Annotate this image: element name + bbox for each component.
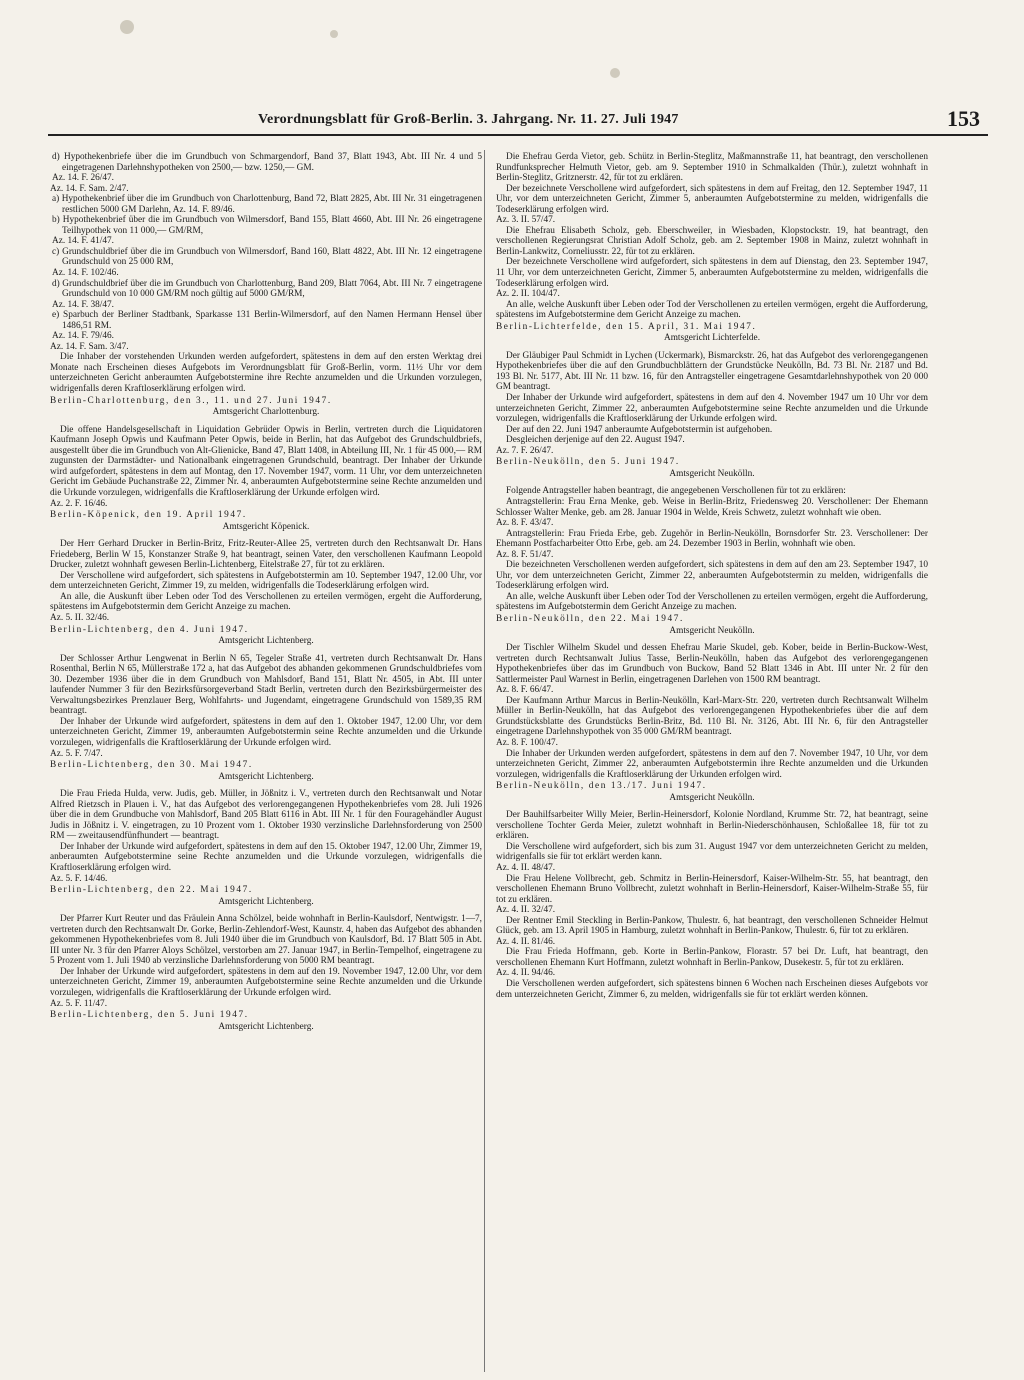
court-name: Amtsgericht Charlottenburg. [212, 407, 320, 418]
paragraph: Der Bauhilfsarbeiter Willy Meier, Berlin-Heinersdorf, Kolonie Nordland, Krumme Str. 72, hat beantragt, seine verschollene Tochter Gerda Meier, zuletzt wohnhaft in Berlin-Niederschönhausen, Schloßallee 18, für tot zu erklären. [496, 810, 928, 842]
file-reference: Az. 2. F. 16/46. [50, 498, 108, 509]
paragraph: Die offene Handelsgesellschaft in Liquidation Gebrüder Opwis in Berlin, vertreten durch die Liquidatoren Kaufmann Joseph Opwis und Kaufmann Peter Opwis, beide in Berlin, hat das Aufgebot des Grundschuldbriefs, ausgestellt über die im Grundbuch von Alt-Glienicke, Band 47, Blatt 1408, in Abteilung III, Nr. 1 für 45 000,— RM zugunsten der Darmstädter- und Nationalbank eingetragenen Grundschuld, beantragt. Der Inhaber der Urkunde wird aufgefordert, spätestens in dem auf Montag, den 17. November 1947, vorm. 11 Uhr, vor dem unterzeichneten Gericht im Gebäude Puchanstraße 22, Zimmer Nr. 4, anberaumten Aufgebotstermine seine Rechte anzumelden und die Urkunde vorzulegen, widrigenfalls die Kraftloserklärung der Urkunde erfolgen wird. [50, 424, 482, 498]
court-name: Amtsgericht Lichtenberg. [218, 771, 314, 782]
paper-stain [330, 30, 338, 38]
place-date-line: Berlin-Lichterfelde, den 15. April, 31. Mai 1947. [496, 321, 757, 332]
paragraph: Der Inhaber der Urkunde wird aufgefordert, spätestens in dem auf den 15. Oktober 1947, 12.00 Uhr, Zimmer 19, anberaumten Aufgebotstermine seine Rechte anzumelden und die Urkunde vorzulegen, widrigenfalls die Kraftloserklärung erfolgen wird. [50, 841, 482, 873]
court-name: Amtsgericht Neukölln. [669, 468, 755, 479]
paragraph: Der Schlosser Arthur Lengwenat in Berlin N 65, Tegeler Straße 41, vertreten durch Rechtsanwalt Dr. Hans Rosenthal, Berlin N 65, Müllerstraße 172 a, hat das Aufgebot des abhanden gekommenen Grundschuldbriefes vom 30. Dezember 1936 über die in dem Grundbuch von Mahlsdorf, Band 151, Blatt Nr. 4505, in Abt. III unter laufender Nummer 3 für den Bezirksfürsorgeverband Stadt Berlin, vertreten durch den Bezirksbürgermeister des Verwaltungsbezirkes Prenzlauer Berg, Wohlfahrts- und Jugendamt, eingetragene Grundschuld von 1589,35 RM beantragt. [50, 653, 482, 717]
place-date-line: Berlin-Lichtenberg, den 5. Juni 1947. [50, 1010, 249, 1021]
paragraph: Die Inhaber der Urkunden werden aufgefordert, spätestens in dem auf den 7. November 1947, 10 Uhr, vor dem unterzeichneten Gericht, Zimmer 22, anberaumten Aufgebotstermin ihre Rechte anzumelden und die Urkunden vorzulegen, widrigenfalls die Kraftloserklärung der Urkunden erfolgen wird. [496, 748, 928, 780]
court-name: Amtsgericht Lichterfelde. [663, 333, 761, 344]
place-date-line: Berlin-Charlottenburg, den 3., 11. und 27. Juni 1947. [50, 395, 332, 406]
left-column [50, 152, 482, 1374]
paragraph: Der Kaufmann Arthur Marcus in Berlin-Neukölln, Karl-Marx-Str. 220, vertreten durch Rechtsanwalt Wilhelm Müller in Berlin-Neukölln, hat das Aufgebot des verlorengegangenen Hypothekenbriefes über die auf dem Grundstücksblatte des Grundstücks Berlin-Britz, Bd. 110 Bl. Nr. 3126, Abt. III Nr. 6, für den Antragsteller eingetragene Darlehnshypothek von 35 000 GM/RM beantragt. [496, 695, 928, 738]
list-entry: c) Grundschuldbrief über die im Grundbuch von Wilmersdorf, Band 160, Blatt 4822, Abt. III Nr. 12 eingetragene Grundschuld von 25 000 RM, [52, 246, 482, 268]
file-reference: Az. 8. F. 43/47. [496, 518, 554, 529]
court-name: Amtsgericht Köpenick. [222, 521, 310, 532]
list-entry: Az. 14. F. 102/46. [52, 268, 119, 279]
court-name: Amtsgericht Lichtenberg. [218, 896, 314, 907]
paragraph: An alle, welche Auskunft über Leben oder Tod der Verschollenen zu erteilen vermögen, ergeht die Aufforderung, spätestens im Aufgebotstermin dem Gericht Anzeige zu machen. [496, 591, 928, 613]
court-name: Amtsgericht Neukölln. [669, 792, 755, 803]
paragraph: Die Verschollene wird aufgefordert, sich bis zum 31. August 1947 vor dem unterzeichneten Gericht zu melden, widrigenfalls sie für tot erklärt werden kann. [496, 841, 928, 863]
paragraph: Die bezeichneten Verschollenen werden aufgefordert, sich spätestens in dem auf den am 23. September 1947, 10 Uhr, vor dem unterzeichneten Gericht, Zimmer 22, anberaumten Aufgebotstermin zu melden, widrigenfalls die Todeserklärung erfolgen wird. [496, 560, 928, 592]
place-date-line: Berlin-Lichtenberg, den 22. Mai 1947. [50, 885, 253, 896]
file-reference: Az. 14. F. Sam. 2/47. [50, 183, 129, 194]
file-reference: Az. 3. II. 57/47. [496, 215, 556, 226]
list-entry: Az. 14. F. 26/47. [52, 173, 115, 184]
list-entry: Az. 14. F. 79/46. [52, 331, 115, 342]
page-number: 153 [947, 106, 980, 131]
paragraph: Der Tischler Wilhelm Skudel und dessen Ehefrau Marie Skudel, geb. Kober, beide in Berlin-Buckow-West, vertreten durch Rechtsanwalt Julius Tasse, Berlin-Neukölln, haben das Aufgebot des verlorengegangenen Hypothekenbriefes über das im Grundbuch von Buckow, Band 52 Blatt 1346 in Abt. III unter Nr. 2 für den Sattlermeister Paul Warnest in Berlin, eingetragenen Darlehen von 1500 RM beantragt. [496, 643, 928, 685]
paragraph: Der Inhaber der Urkunde wird aufgefordert, spätestens in dem auf den 1. Oktober 1947, 12.00 Uhr, vor dem unterzeichneten Gericht, Zimmer 19, anberaumten Aufgebotstermin seine Rechte anzumelden und die Urkunde vorzulegen, widrigenfalls die Kraftloserklärung der Urkunde erfolgen wird. [50, 716, 482, 748]
file-reference: Az. 5. F. 7/47. [50, 748, 103, 759]
file-reference: Az. 8. F. 100/47. [496, 737, 559, 748]
paragraph: Der bezeichnete Verschollene wird aufgefordert, sich spätestens in dem auf Freitag, den 12. September 1947, 11 Uhr, vor dem unterzeichneten Gericht, Zimmer 5, anberaumten Aufgebotstermine zu melden, widrigenfalls die Todeserklärung erfolgen wird. [496, 183, 928, 215]
paper-stain [610, 68, 620, 78]
column-divider [484, 150, 485, 1372]
paragraph: An alle, welche Auskunft über Leben oder Tod der Verschollenen zu erteilen vermögen, ergeht die Aufforderung, spätestens im Aufgebotstermine dem Gericht Anzeige zu machen. [496, 299, 928, 321]
list-entry: Az. 14. F. 38/47. [52, 299, 115, 310]
file-reference: Az. 14. F. Sam. 3/47. [50, 341, 129, 352]
file-reference: Az. 5. F. 14/46. [50, 873, 108, 884]
file-reference: Az. 8. F. 66/47. [496, 685, 554, 696]
court-name: Amtsgericht Lichtenberg. [218, 636, 314, 647]
file-reference: Az. 8. F. 51/47. [496, 549, 554, 560]
file-reference: Az. 5. II. 32/46. [50, 612, 110, 623]
file-reference: Az. 5. F. 11/47. [50, 998, 108, 1009]
paragraph: Folgende Antragsteller haben beantragt, die angegebenen Verschollenen für tot zu erklären: [506, 486, 846, 497]
place-date-line: Berlin-Lichtenberg, den 4. Juni 1947. [50, 624, 249, 635]
paragraph: Der Verschollene wird aufgefordert, sich spätestens in Aufgebotstermin am 10. September 1947, 12.00 Uhr, vor dem unterzeichneten Gericht, Zimmer 19, zu melden, widrigenfalls die Todeserklärung erfolgen wird. [50, 570, 482, 592]
list-entry: Az. 14. F. 41/47. [52, 236, 115, 247]
paragraph: Die Verschollenen werden aufgefordert, sich spätestens binnen 6 Wochen nach Erscheinen dieses Aufgebots vor dem unterzeichneten Gericht, Zimmer 6, zu melden, widrigenfalls sie für tot erklärt werden können. [496, 979, 928, 1000]
paragraph: Antragstellerin: Frau Erna Menke, geb. Weise in Berlin-Britz, Friedensweg 20. Verschollener: Der Ehemann Schlosser Walter Menke, geb. am 28. Januar 1904 in Welde, Kreis Schwetz, zuletzt wohnhaft wie oben. [496, 496, 928, 518]
paragraph: Der auf den 22. Juni 1947 anberaumte Aufgebotstermin ist aufgehoben. [506, 424, 773, 435]
paragraph: Der bezeichnete Verschollene wird aufgefordert, sich spätestens in dem auf Dienstag, den 23. September 1947, 11 Uhr, vor dem unterzeichneten Gericht, Zimmer 5, anberaumten Aufgebotstermine zu melden, widrigenfalls die Todeserklärung erfolgen wird. [496, 257, 928, 289]
court-name: Amtsgericht Lichtenberg. [218, 1021, 314, 1032]
paper-stain [120, 20, 134, 34]
paragraph: Der Inhaber der Urkunde wird aufgefordert, spätestens in dem auf den 19. November 1947, 12.00 Uhr, vor dem unterzeichneten Gericht, Zimmer 19, anberaumten Aufgebotstermine seine Rechte anzumelden und die Urkunde vorzulegen, widrigenfalls die Kraftloserklärung der Urkunde erfolgen wird. [50, 966, 482, 999]
paragraph: An alle, die Auskunft über Leben oder Tod des Verschollenen zu erteilen vermögen, ergeht die Aufforderung, spätestens im Aufgebotstermin dem Gericht Anzeige zu machen. [50, 591, 482, 613]
paragraph: Der Herr Gerhard Drucker in Berlin-Britz, Fritz-Reuter-Allee 25, vertreten durch den Rechtsanwalt Dr. Hans Friedeberg, Berlin W 15, Konstanzer Straße 9, hat beantragt, seinen Vater, den verschollenen Kaufmann Leopold Drucker, zuletzt wohnhaft gewesen Berlin-Lichtenberg, Eitelstraße 27, für tot zu erklären. [50, 539, 482, 571]
file-reference: Az. 4. II. 32/47. [496, 905, 556, 916]
court-name: Amtsgericht Neukölln. [669, 625, 755, 636]
file-reference: Az. 2. II. 104/47. [496, 289, 560, 300]
place-date-line: Berlin-Neukölln, den 22. Mai 1947. [496, 613, 684, 624]
paragraph: Die Frau Frieda Hulda, verw. Judis, geb. Müller, in Jößnitz i. V., vertreten durch den Rechtsanwalt und Notar Alfred Rietzsch in Plauen i. V., hat das Aufgebot des verlorengegangenen Hypothekenbriefes vom 28. Juli 1926 über die in dem Grundbuche von Mahlsdorf, Band 205 Blatt 6116 in Abt. III Nr. 1 für den Fouragehändler August Judis in Jößnitz i. V. eingetragen, zu 10 Prozent vom 1. Oktober 1930 verzinsliche Darlehnsforderung von 2500 RM — zweitausendfünfhundert — beantragt. [50, 789, 482, 842]
paragraph: Die Frau Helene Vollbrecht, geb. Schmitz in Berlin-Heinersdorf, Kaiser-Wilhelm-Str. 55, hat beantragt, den verschollenen Ehemann Bruno Vollbrecht, zuletzt wohnhaft in Berlin-Heinersdorf, Kaiser-Wilhelm-Straße 55, für tot zu erklären. [496, 873, 928, 905]
paragraph: Der Inhaber der Urkunde wird aufgefordert, spätestens in dem auf den 4. November 1947 um 10 Uhr vor dem unterzeichneten Gericht, Zimmer 22, anberaumten Aufgebotstermine seine Rechte anzumelden und die Urkunde vorzulegen, widrigenfalls die Kraftloserklärung der Urkunde erfolgen wird. [496, 393, 928, 425]
paragraph: Der Rentner Emil Steckling in Berlin-Pankow, Thulestr. 6, hat beantragt, den verschollenen Schneider Helmut Glück, geb. am 13. April 1905 in Hamburg, zuletzt wohnhaft in Berlin-Pankow, Thulestr. 6, für tot zu erklären. [496, 915, 928, 937]
paragraph: Der Gläubiger Paul Schmidt in Lychen (Uckermark), Bismarckstr. 26, hat das Aufgebot des verlorengegangenen Hypothekenbriefes über die auf den Grundbuchblättern der Grundstücke Neukölln, Bd. 73 Bl. Nr. 2187 und Bd. 193 Bl. Nr. 5177, Abt. III Nr. 11 bzw. 16, für den Antragsteller eingetragene Gesamtdarlehnshypothek von 20 000 GM beantragt. [496, 350, 928, 393]
list-entry: a) Hypothekenbrief über die im Grundbuch von Charlottenburg, Band 72, Blatt 2825, Abt. III Nr. 31 eingetragenen restlichen 5000 GM Darlehn, Az. 14. F. 89/46. [52, 194, 482, 215]
list-entry: d) Hypothekenbriefe über die im Grundbuch von Schmargendorf, Band 37, Blatt 1943, Abt. III Nr. 4 und 5 eingetragenen Darlehnshypotheken von 2500,— bzw. 1250,— GM. [52, 152, 482, 173]
paragraph: Die Inhaber der vorstehenden Urkunden werden aufgefordert, spätestens in dem auf den ersten Werktag drei Monate nach Erscheinen dieses Aufgebots im Verordnungsblatt für Groß-Berlin, vorm. 11½ Uhr vor dem unterzeichneten Gericht anberaumten Aufgebotstermine ihre Rechte anzumelden und die Urkunden vorzulegen, widrigenfalls deren Kraftloserklärung erfolgen wird. [50, 352, 482, 395]
file-reference: Az. 4. II. 94/46. [496, 968, 556, 979]
file-reference: Az. 4. II. 48/47. [496, 863, 556, 873]
paragraph: Die Ehefrau Gerda Vietor, geb. Schütz in Berlin-Steglitz, Maßmannstraße 11, hat beantragt, den verschollenen Rundfunksprecher Helmuth Vietor, geb. am 9. September 1910 in Schmalkalden (Thür.), zuletzt wohnhaft in Berlin-Steglitz, Gritznerstr. 42, für tot zu erklären. [496, 152, 928, 184]
list-entry: d) Grundschuldbrief über die im Grundbuch von Charlottenburg, Band 209, Blatt 7064, Abt. III Nr. 7 eingetragene Grundschuld von 10 000 GM/RM noch gültig auf 5000 GM/RM, [52, 278, 482, 300]
paragraph: Die Frau Frieda Hoffmann, geb. Korte in Berlin-Pankow, Florastr. 57 bei Dr. Luft, hat beantragt, den verschollenen Ehemann Kurt Hoffmann, zuletzt wohnhaft in Berlin-Pankow, Dusekestr. 5, für tot zu erklären. [496, 947, 928, 968]
place-date-line: Berlin-Neukölln, den 13./17. Juni 1947. [496, 781, 707, 792]
right-column [496, 152, 928, 1374]
file-reference: Az. 4. II. 81/46. [496, 936, 556, 947]
list-entry: e) Sparbuch der Berliner Stadtbank, Sparkasse 131 Berlin-Wilmersdorf, auf den Namen Hermann Hensel über 1486,51 RM. [52, 310, 482, 331]
file-reference: Az. 7. F. 26/47. [496, 445, 554, 456]
paragraph: Die Ehefrau Elisabeth Scholz, geb. Eberschweiler, in Wiesbaden, Klopstockstr. 19, hat beantragt, den verschollenen Regierungsrat Christian Adolf Scholz, geb. am 2. September 1908 in Mainz, zuletzt wohnhaft in Berlin-Lankwitz, Corneliusstr. 22, für tot zu erklären. [496, 225, 928, 257]
place-date-line: Berlin-Köpenick, den 19. April 1947. [50, 510, 247, 521]
paragraph: Der Pfarrer Kurt Reuter und das Fräulein Anna Schölzel, beide wohnhaft in Berlin-Kaulsdorf, Nentwigstr. 1—7, vertreten durch den Rechtsanwalt Dr. Gorke, Berlin-Zehlendorf-West, Kaunstr. 4, haben das Aufgebot des abhanden gekommenen Hypothekenbriefes vom 8. Juli 1940 über die im Grundbuch von Kaulsdorf, Bd. 17 Blatt 505 in Abt. III unter Nr. 3 für den Pfarrer Aloys Schölzel, verstorben am 27. Januar 1947, in Berlin-Tempelhof, eingetragene zu 5 Prozent vom 1. Juli 1940 ab verzinsliche Darlehnsforderung von 5000 RM beantragt. [50, 914, 482, 967]
place-date-line: Berlin-Lichtenberg, den 30. Mai 1947. [50, 760, 253, 771]
place-date-line: Berlin-Neukölln, den 5. Juni 1947. [496, 457, 680, 468]
paragraph: Antragstellerin: Frau Frieda Erbe, geb. Zugehör in Berlin-Neukölln, Bornsdorfer Str. 23. Verschollener: Der Ehemann Postfacharbeiter Otto Erbe, geb. am 24. Dezember 1903 in Berlin, wohnhaft wie oben. [496, 528, 928, 550]
paragraph: Desgleichen derjenige auf den 22. August 1947. [506, 435, 685, 446]
running-header [48, 108, 988, 136]
journal-title: Verordnungsblatt für Groß-Berlin. 3. Jahrgang. Nr. 11. 27. Juli 1947 [258, 112, 679, 127]
list-entry: b) Hypothekenbrief über die im Grundbuch von Wilmersdorf, Band 155, Blatt 4660, Abt. III Nr. 26 eingetragene Teilhypothek von 11 000,— GM/RM, [52, 215, 482, 236]
